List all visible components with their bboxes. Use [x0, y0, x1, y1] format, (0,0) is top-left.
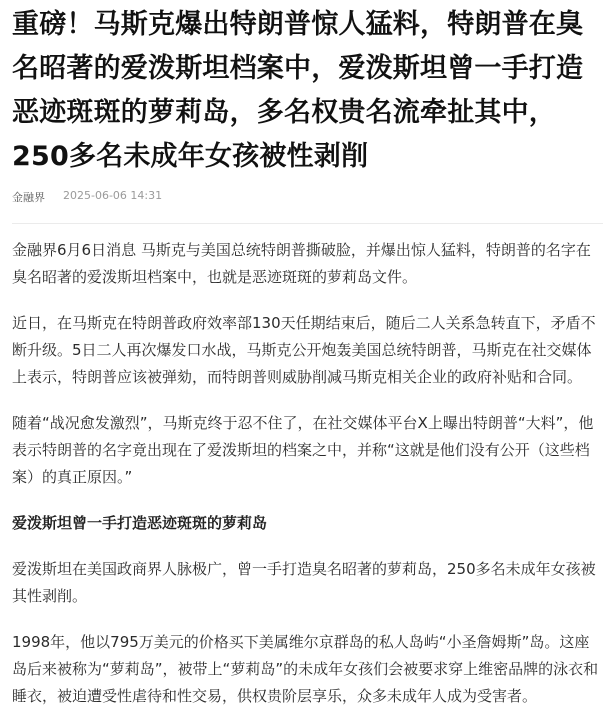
article-paragraph: 爱泼斯坦在美国政商界人脉极广，曾一手打造臭名昭著的萝莉岛，250多名未成年女孩被其性剥削。	[12, 560, 596, 605]
article-paragraph: 金融界6月6日消息 马斯克与美国总统特朗普撕破脸，并爆出惊人猛料，特朗普的名字在臭名昭著的爱泼斯坦档案中，也就是恶迹斑斑的萝莉岛文件。	[12, 241, 591, 286]
article-timestamp: 2025-06-06 14:31	[63, 189, 163, 202]
article-paragraph: 随着“战况愈发激烈”，马斯克终于忍不住了，在社交媒体平台X上曝出特朗普“大料”，他表示特朗普的名字竟出现在了爱泼斯坦的档案之中，并称“这就是他们没有公开（这些档案）的真正原因。”	[12, 414, 594, 486]
article-source[interactable]: 金融界	[12, 191, 45, 204]
article-paragraph: 近日，在马斯克在特朗普政府效率部130天任期结束后，随后二人关系急转直下，矛盾不断升级。5日二人再次爆发口水战，马斯克公开炮轰美国总统特朗普，马斯克在社交媒体上表示，特朗普应该被弹劾，而特朗普则威胁削减马斯克相关企业的政府补贴和合同。	[12, 314, 596, 386]
meta-divider	[12, 223, 603, 224]
article-meta	[12, 189, 603, 205]
article-paragraph: 1998年，他以795万美元的价格买下美属维尔京群岛的私人岛屿“小圣詹姆斯”岛。这座岛后来被称为“萝莉岛”，被带上“萝莉岛”的未成年女孩们会被要求穿上维密品牌的泳衣和睡衣，被迫遭受性虐待和性交易，供权贵阶层享乐，众多未成年人成为受害者。	[12, 633, 599, 705]
article-title: 重磅！马斯克爆出特朗普惊人猛料，特朗普在臭名昭著的爱泼斯坦档案中，爱泼斯坦曾一手打造恶迹斑斑的萝莉岛，多名权贵名流牵扯其中，250多名未成年女孩被性剥削	[12, 9, 584, 172]
section-heading: 爱泼斯坦曾一手打造恶迹斑斑的萝莉岛	[12, 514, 268, 532]
